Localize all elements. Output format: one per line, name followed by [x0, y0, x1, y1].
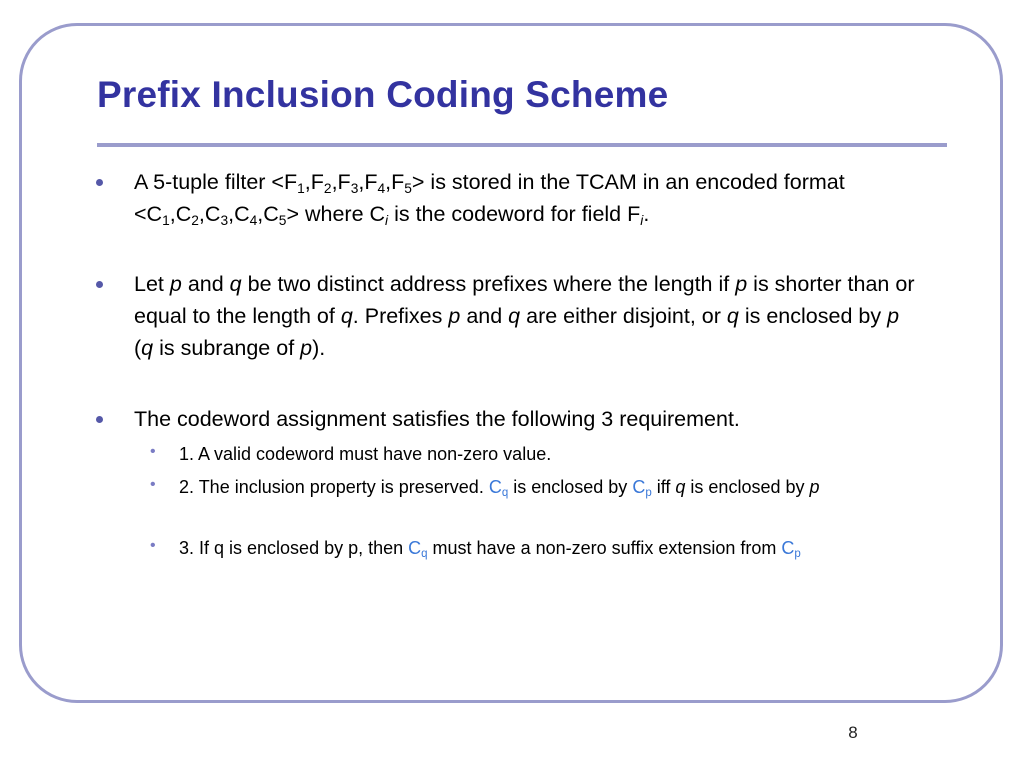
sub-bullet-nonzero: • 1. A valid codeword must have non-zero value. [150, 443, 552, 464]
bullet-dot-icon [96, 281, 103, 288]
sub-bullet-icon: • [150, 537, 156, 554]
sub-bullet-icon: • [150, 476, 156, 493]
codeword-cq: $C_q$ [488, 477, 509, 500]
bullet-dot-icon [96, 179, 103, 186]
sub-bullet-suffix: • 3. If q is enclosed by p, then $C_q$ must have a non-zero suffix extension from $C_p$ [150, 537, 801, 561]
codeword-cp: $C_p$ [781, 538, 801, 561]
codeword-cp: $C_p$ [632, 477, 652, 500]
slide-title: Prefix Inclusion Coding Scheme [97, 74, 669, 115]
codeword-cq: $C_q$ [408, 538, 428, 561]
page-number: 8 [848, 723, 858, 742]
bullet-tuple-encoding: A 5-tuple filter $<F_1,F_2,F_3,F_4,F_5>$ is stored in the TCAM in an encoded format $<C_1,C_2,C_3,C_4,C_5>$ where $C_i$ is the codeword for field $F_i$. [134, 166, 924, 230]
bullet-dot-icon [96, 416, 103, 423]
sub-bullet-inclusion: • 2. The inclusion property is preserved. $C_q$ is enclosed by $C_p$ iff q is enclosed by p [150, 476, 820, 500]
bullet-requirements: The codeword assignment satisfies the following 3 requirement. [134, 403, 924, 435]
title-divider [97, 143, 947, 147]
sub-bullet-icon: • [150, 443, 156, 460]
bullet-prefix-definition: Let p and q be two distinct address prefixes where the length if p is shorter than or equal to the length of q. Prefixes p and q are either disjoint, or q is enclosed by p (q is subrange of p). [134, 268, 924, 364]
